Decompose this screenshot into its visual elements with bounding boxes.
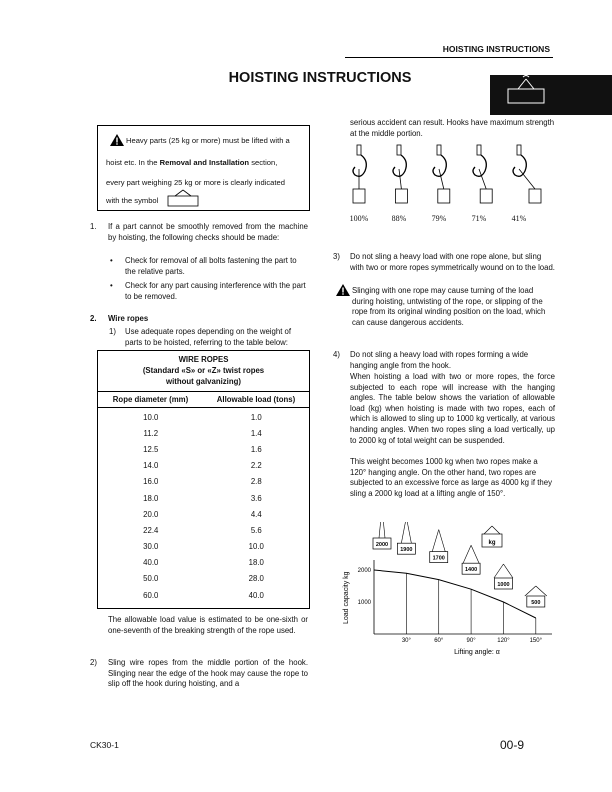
rope-line	[382, 522, 385, 538]
running-header: HOISTING INSTRUCTIONS	[442, 44, 550, 54]
warning-line-2-pre: hoist etc. In the	[106, 158, 160, 167]
table-row	[98, 458, 309, 474]
load-capacity-chart	[338, 522, 560, 672]
y-tick-label: 2000	[357, 568, 371, 574]
rope-diameter-cell: 20.0	[143, 509, 159, 519]
table-row	[98, 587, 309, 603]
rope-diameter-cell: 10.0	[143, 412, 159, 422]
rope-line	[406, 522, 411, 543]
item-2-number: 2.	[90, 314, 97, 323]
load-box-label: 2000	[375, 542, 389, 548]
allowable-load-cell: 3.6	[250, 493, 262, 503]
rope-diameter-cell: 30.0	[143, 542, 159, 552]
rope-line	[503, 564, 513, 578]
load-box-label: 1700	[432, 555, 445, 562]
x-tick-label: 120°	[497, 638, 510, 644]
hook-icon	[473, 145, 492, 203]
allowable-load-note: The allowable load value is estimated to be one-sixth or one-seventh of the breaking strength of the rope used.	[108, 615, 308, 635]
sub-4-text-3: This weight becomes 1000 kg when two ropes make a 120° hanging angle. On the other hand, two ropes are subjected to an excessive force as large as 4000 kg if they sling a 2000 kg load at a lifting angle of 150°.	[350, 457, 552, 498]
x-tick-label: 90°	[466, 638, 476, 644]
table-title-3: without galvanizing)	[166, 377, 241, 386]
allowable-load-cell: 40.0	[248, 590, 264, 600]
hook-icon	[433, 145, 450, 203]
table-row	[98, 571, 309, 587]
column-header-diameter: Rope diameter (mm)	[112, 395, 189, 404]
hook-icon	[393, 145, 407, 203]
x-tick-label: 150°	[529, 638, 543, 644]
allowable-load-cell: 1.4	[250, 428, 262, 438]
warning-section-name: Removal and Installation	[159, 158, 250, 167]
sub-2-text: Sling wire ropes from the middle portion of the hook. Slinging near the edge of the hook may cause the rope to slip off the hook during hoisting, and a	[108, 658, 308, 689]
rope-line	[494, 564, 504, 578]
load-box-label: 1000	[497, 582, 510, 588]
allowable-load-cell: 5.6	[250, 525, 262, 535]
hook-icon	[513, 145, 541, 203]
hook-icon	[353, 145, 366, 203]
rope-line	[432, 530, 439, 552]
sub-4-number: 4)	[333, 350, 340, 359]
warning-line-3: every part weighing 25 kg or more is clearly indicated	[106, 178, 285, 187]
item-1-text: If a part cannot be smoothly removed from the machine by hoisting, the following checks should be made:	[108, 222, 308, 242]
table-row	[98, 522, 309, 538]
warning-line-1: Heavy parts (25 kg or more) must be lifted with a	[126, 136, 290, 145]
rope-line	[484, 526, 492, 534]
item-2-heading: Wire ropes	[108, 314, 149, 323]
y-tick-label: 1000	[357, 600, 371, 606]
item-1-bullet-1: Check for removal of all bolts fastening the part to the relative parts.	[125, 256, 297, 276]
table-row	[98, 490, 309, 506]
x-tick-label: 60°	[434, 638, 444, 644]
sub-4-text-1: Do not sling a heavy load with ropes forming a wide hanging angle from the hook.	[350, 350, 529, 370]
hook-strength-label: 41%	[511, 214, 527, 223]
x-tick-label: 30°	[401, 638, 411, 644]
table-title-2: (Standard «S» or «Z» twist ropes	[142, 366, 265, 375]
sub-3-warning: Slinging with one rope may cause turning of the load during hoisting, untwisting of the rope, or slipping of the rope from its original winding position on the load, which can cause dangerous accidents.	[352, 286, 546, 327]
warning-icon	[336, 284, 350, 296]
allowable-load-cell: 1.0	[250, 412, 262, 422]
rope-diameter-cell: 11.2	[143, 428, 159, 438]
rope-diameter-cell: 40.0	[143, 558, 159, 568]
load-curve	[374, 570, 536, 618]
rope-diameter-cell: 22.4	[143, 525, 159, 535]
warning-line-2	[106, 158, 306, 169]
sub-3-text: Do not sling a heavy load with one rope alone, but sling with two or more ropes symmetrically wound on to the load.	[350, 252, 555, 272]
hook-strength-label: 100%	[349, 214, 369, 223]
sub-1-text: Use adequate ropes depending on the weight of parts to be hoisted, referring to the table below:	[125, 327, 292, 347]
sub-4-text-2: When hoisting a load with two or more ropes, the force subjected to each rope will increase with the hanging angles. The table below shows the variation of allowable load (kg) when hoisting is made with two ropes, each of which is allowed to sling up to 1000 kg vertically, at various handing angles. When two ropes sling a load vertically, up to 2000 kg of total weight can be suspended.	[350, 372, 555, 445]
allowable-load-cell: 2.8	[250, 477, 262, 487]
rope-diameter-cell: 18.0	[143, 493, 159, 503]
page-number: 00-9	[500, 738, 525, 752]
rope-line	[439, 530, 446, 552]
y-axis-label: Load capacity kg	[343, 571, 350, 624]
rope-line	[463, 545, 471, 563]
rope-table-body	[98, 409, 309, 603]
allowable-load-cell: 18.0	[248, 558, 264, 568]
wire-rope-table	[97, 350, 310, 609]
page-title: HOISTING INSTRUCTIONS	[228, 70, 412, 86]
rope-diameter-cell: 60.0	[143, 590, 159, 600]
heavy-part-warning-box	[97, 125, 310, 211]
item-1-number: 1.	[90, 222, 97, 231]
table-row	[98, 506, 309, 522]
sub-3-number: 3)	[333, 252, 340, 261]
section-tab	[490, 75, 612, 115]
symbol-box-label: kg	[488, 540, 496, 546]
sub-2-continued: serious accident can result. Hooks have maximum strength at the middle portion.	[350, 118, 555, 138]
warning-icon	[110, 134, 124, 146]
rope-diameter-cell: 14.0	[143, 461, 159, 471]
column-header-load: Allowable load (tons)	[216, 395, 296, 404]
rope-line	[492, 526, 500, 534]
sub-1-number: 1)	[109, 327, 116, 336]
hoist-symbol-icon	[490, 75, 612, 115]
warning-line-4: with the symbol	[106, 196, 159, 205]
hook-strength-label: 79%	[431, 214, 447, 223]
table-row	[98, 425, 309, 441]
document-code: CK30-1	[90, 740, 119, 750]
table-rule	[98, 407, 309, 408]
warning-line-2-post: section,	[249, 158, 278, 167]
x-axis-label: Lifting angle: α	[454, 649, 500, 656]
rope-line	[401, 522, 406, 543]
table-row	[98, 539, 309, 555]
rope-line	[536, 586, 547, 596]
rope-diameter-cell: 50.0	[143, 574, 159, 584]
load-box-label: 1400	[464, 567, 478, 574]
rope-line	[471, 545, 479, 563]
table-row	[98, 474, 309, 490]
header-rule	[345, 57, 553, 58]
allowable-load-cell: 28.0	[248, 574, 264, 584]
bullet-marker: •	[110, 281, 113, 290]
rope-diameter-cell: 12.5	[143, 444, 159, 454]
table-title-1: WIRE ROPES	[178, 355, 229, 364]
hook-strength-label: 71%	[471, 214, 487, 223]
rope-line	[525, 586, 536, 596]
table-row	[98, 409, 309, 425]
rope-diameter-cell: 16.0	[143, 477, 159, 487]
hook-strength-label: 88%	[391, 214, 407, 223]
load-box-label: 500	[531, 600, 541, 606]
rope-line	[379, 522, 382, 538]
load-box-label: 1900	[400, 547, 413, 554]
item-1-bullet-2: Check for any part causing interference with the part to be removed.	[125, 281, 306, 301]
sub-2-number: 2)	[90, 658, 97, 667]
allowable-load-cell: 4.4	[250, 509, 262, 519]
allowable-load-cell: 10.0	[248, 542, 264, 552]
table-rule	[98, 391, 309, 392]
bullet-marker: •	[110, 256, 113, 265]
allowable-load-cell: 1.6	[250, 444, 262, 454]
hoist-symbol-icon	[166, 187, 200, 207]
table-row	[98, 555, 309, 571]
table-row	[98, 441, 309, 457]
allowable-load-cell: 2.2	[250, 461, 262, 471]
